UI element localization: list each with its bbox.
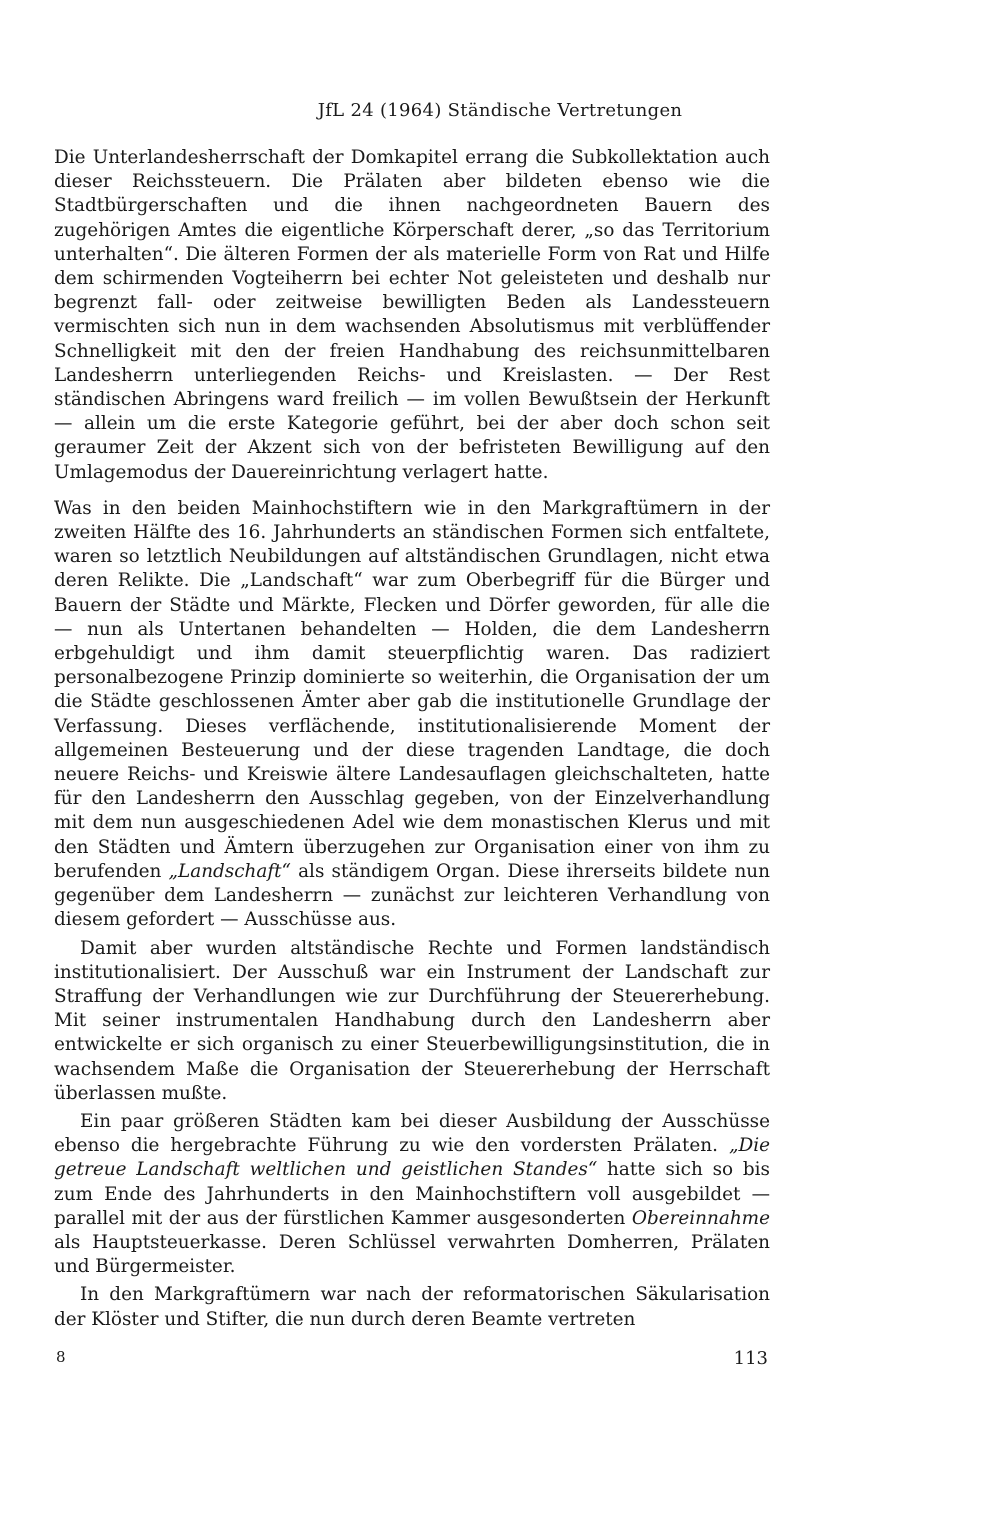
- paragraph: [54, 937, 770, 1106]
- text-run: Was in den beiden Mainhochstiftern wie in den Markgraftümern in der zweiten Hälfte des 16. Jahrhunderts an ständischen Formen sich entfaltete, waren so letztlich Neubildungen auf altständischen Grundlagen, nicht etwa deren Relikte. Die „Landschaft“ war zum Oberbegriff für die Bürger und Bauern der Städte und Märkte, Flecken und Dörfer geworden, für alle die — nun als Untertanen behandelten — Holden, die dem Landesherrn erbgehuldigt und ihm damit steuerpflichtig waren. Das radiziert personalbezogene Prinzip dominierte so weiterhin, die Organisation der um die Städte geschlossenen Ämter aber gab die institutionelle Grundlage der Verfassung. Dieses verflächende, institutionalisierende Moment der allgemeinen Besteuerung und der diese tragenden Landtage, die doch neuere Reichs- und Kreiswie ältere Landesauflagen gleichschalteten, hatte für den Landesherrn den Ausschlag gegeben, von der Einzelverhandlung mit dem nun ausgeschiedenen Adel wie dem monastischen Klerus und mit den Städten und Ämtern überzugehen zur Organisation einer von ihm zu berufenden: [54, 497, 770, 882]
- running-head: JfL 24 (1964) Ständische Vertretungen: [317, 100, 683, 121]
- signature-mark: 8: [56, 1348, 66, 1366]
- italic-run: „Landschaft“: [168, 860, 291, 882]
- italic-run: Obereinnahme: [631, 1207, 770, 1229]
- italic-run: „Die getreue Landschaft weltlichen und geistlichen Standes“: [54, 1135, 770, 1181]
- paragraph: [54, 1283, 770, 1331]
- paragraph: [54, 497, 770, 933]
- text-run: Die Unterlandesherrschaft der Domkapitel errang die Subkollektation auch dieser Reichssteuern. Die Prälaten aber bildeten ebenso wie die Stadtbürgerschaften und die ihnen nachgeordneten Bauern des zugehörigen Amtes die eigentliche Körperschaft derer, „so das Territorium unterhalten“. Die älteren Formen der als materielle Form von Rat und Hilfe dem schirmenden Vogteiherrn bei echter Not geleisteten und deshalb nur begrenzt fall- oder zeitweise bewilligten Beden als Landessteuern vermischten sich nun in dem wachsenden Absolutismus mit verblüffender Schnelligkeit mit den der freien Handhabung des reichsunmittelbaren Landesherrn unterliegenden Reichs- und Kreislasten. — Der Rest ständischen Abringens ward freilich — im vollen Bewußtsein der Herkunft — allein um die erste Kategorie geführt, bei der aber doch schon seit geraumer Zeit der Akzent sich von der befristeten Bewilligung auf den Umlagemodus der Dauereinrichtung verlagert hatte.: [54, 147, 770, 483]
- body-text: [54, 146, 770, 1332]
- text-run: als ständigem Organ. Diese ihrerseits bildete nun gegenüber dem Landesherrn — zunächst zur leichteren Verhandlung von diesem gefordert — Ausschüsse aus.: [54, 860, 770, 931]
- text-run: In den Markgraftümern war nach der reformatorischen Säkularisation der Klöster und Stifter, die nun durch deren Beamte vertreten: [54, 1284, 770, 1330]
- text-run: hatte sich so bis zum Ende des Jahrhunderts in den Mainhochstiftern voll ausgebildet — parallel mit der aus der fürstlichen Kammer ausgesonderten: [54, 1159, 770, 1229]
- text-run: Ein paar größeren Städten kam bei dieser Ausbildung der Ausschüsse ebenso die hergebrachte Führung zu wie den vordersten Prälaten.: [54, 1110, 770, 1157]
- paragraph: [54, 146, 770, 485]
- text-run: Damit aber wurden altständische Rechte und Formen landständisch institutionalisiert. Der Ausschuß war ein Instrument der Landschaft zur Straffung der Verhandlungen wie zur Durchführung der Steuererhebung. Mit seiner instrumentalen Handhabung durch den Landesherrn aber entwickelte er sich organisch zu einer Steuerbewilligungsinstitution, die in wachsendem Maße die Organisation der Steuererhebung der Herrschaft überlassen mußte.: [54, 937, 770, 1104]
- page-number: 113: [733, 1348, 768, 1369]
- paragraph: [54, 1110, 770, 1279]
- text-run: als Hauptsteuerkasse. Deren Schlüssel verwahrten Domherren, Prälaten und Bürgermeister.: [54, 1231, 770, 1278]
